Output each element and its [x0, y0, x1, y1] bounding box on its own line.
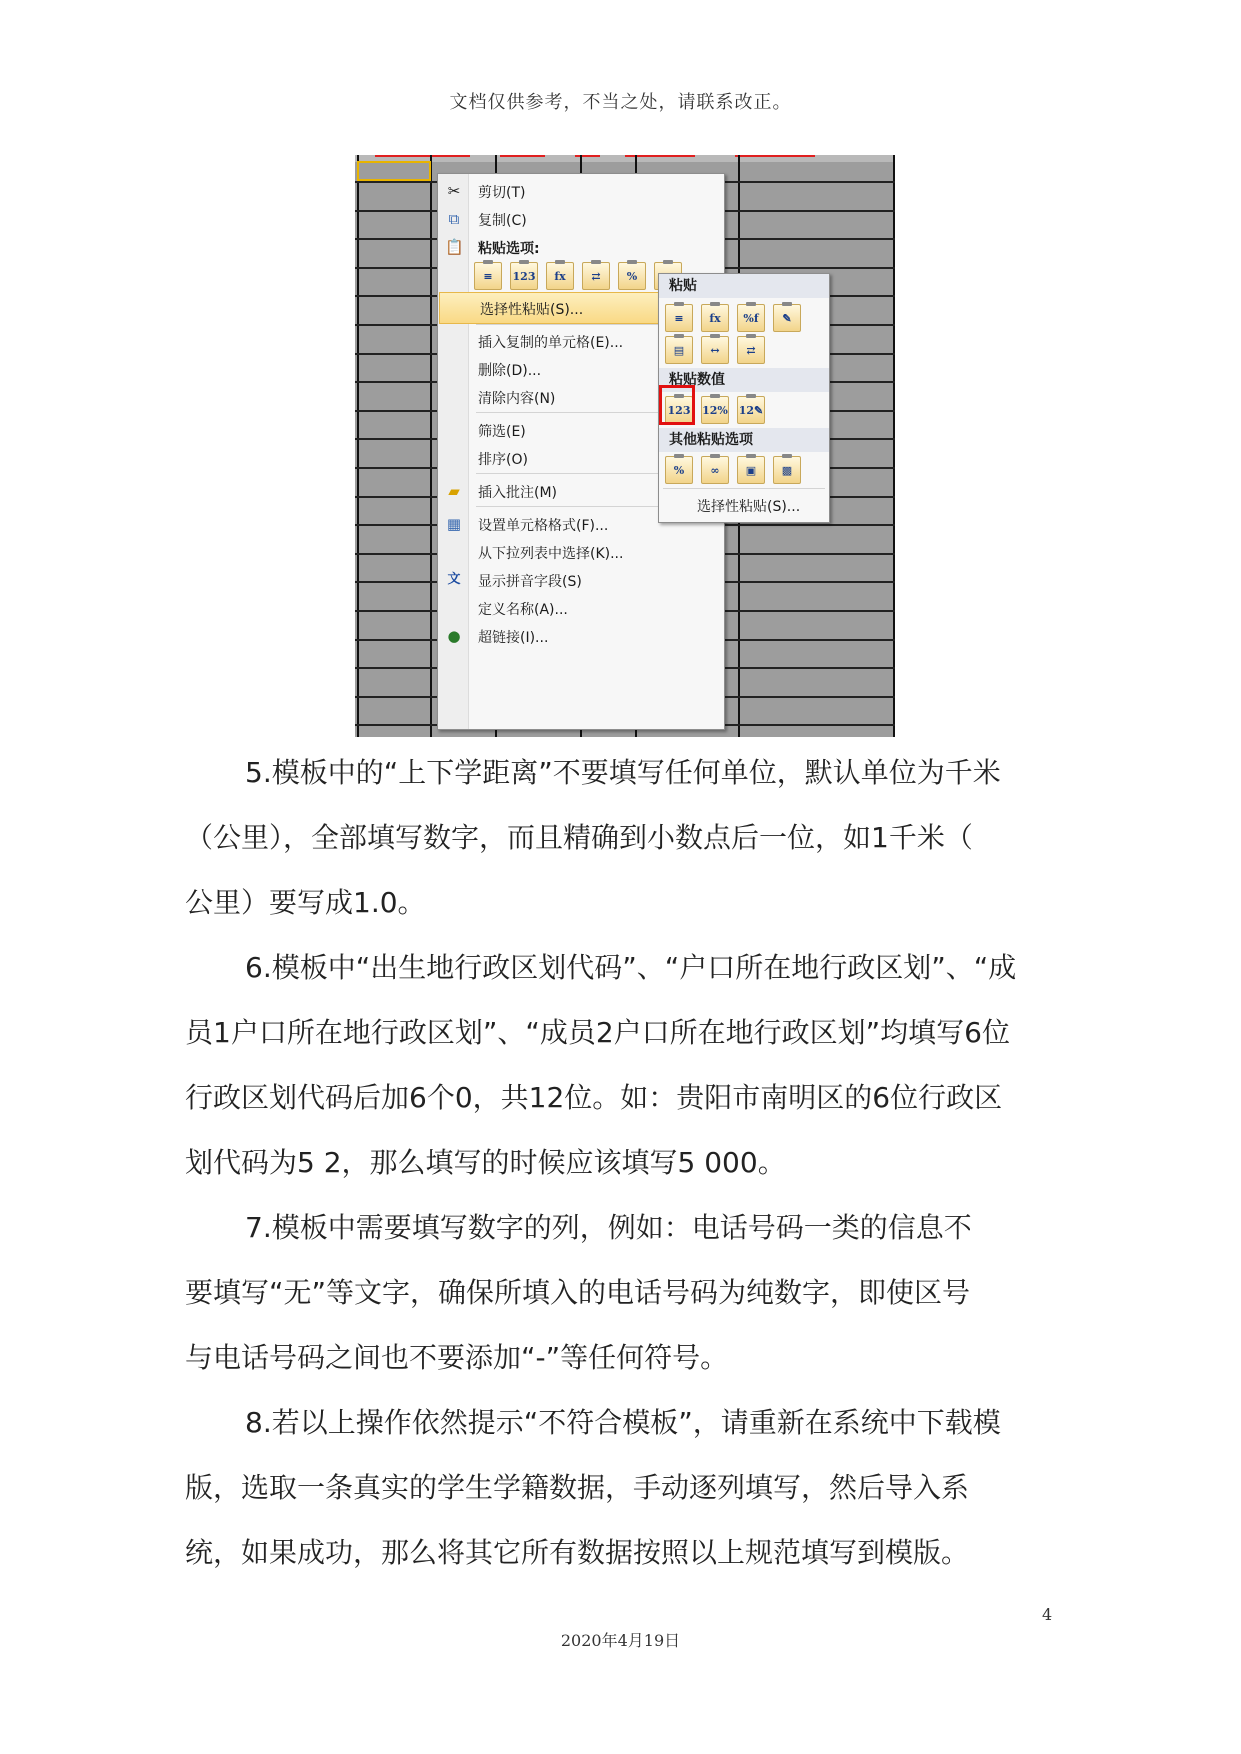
paste-formatting-icon[interactable]: %	[665, 456, 693, 484]
paragraph-8: 8.若以上操作依然提示“不符合模板”，请重新在系统中下载模 版，选取一条真实的学生学籍数据，手动逐列填写，然后导入系 统，如果成功，那么将其它所有数据按照以上规范填写到模版。	[185, 1406, 1001, 1569]
paste-values-icon[interactable]: 123	[665, 396, 693, 424]
clipboard-icon: 📋	[445, 238, 464, 256]
paste-keep-source-icon[interactable]: ✎	[773, 304, 801, 332]
paste-values-source-format-icon[interactable]: 12✎	[737, 396, 765, 424]
page-footer-date: 2020年4月19日	[560, 1631, 681, 1650]
paste-special-submenu	[658, 273, 830, 523]
menu-item-insert-comment[interactable]: ▰ 插入批注(M)	[438, 476, 724, 506]
paste-options-row	[474, 262, 682, 290]
paragraph-6: 6.模板中“出生地行政区划代码”、“户口所在地行政区划”、“成 员1户口所在地行政区划”、“成员2户口所在地行政区划”均填写6位 行政区划代码后加6个0，共12位。如：贵阳市南明区的6位行政区 划代码为5 2，那么填写的时候应该填写5 000。	[185, 951, 1017, 1179]
menu-paste-options-header: 📋 粘贴选项:	[445, 238, 540, 257]
globe-link-icon: ●	[447, 627, 461, 645]
menu-item-paste-special[interactable]: 选择性粘贴(S)...	[439, 292, 723, 324]
copy-icon: ⧉	[448, 210, 460, 228]
sheet-header-row	[355, 155, 895, 162]
paste-column-widths-icon[interactable]: ↔	[701, 336, 729, 364]
menu-item-cut[interactable]: ✂ 剪切(T)	[438, 176, 724, 206]
scissors-icon: ✂	[447, 182, 461, 200]
menu-item-copy[interactable]: ⧉ 复制(C)	[438, 204, 724, 234]
paragraph-7: 7.模板中需要填写数字的列，例如：电话号码一类的信息不 要填写“无”等文字，确保所填入的电话号码为纯数字，即使区号 与电话号码之间也不要添加“-”等任何符号。	[185, 1211, 972, 1374]
paste-formatting-icon[interactable]: %	[618, 262, 646, 290]
menu-item-phonetic[interactable]: 文 显示拼音字段(S)	[438, 565, 724, 595]
submenu-paste-header: 粘贴	[659, 274, 829, 298]
submenu-paste-row-1	[665, 304, 801, 332]
comment-icon: ▰	[448, 482, 460, 500]
phonetic-icon: 文	[447, 572, 461, 587]
paragraph-5: 5.模板中的“上下学距离”不要填写任何单位，默认单位为千米 （公里），全部填写数字，而且精确到小数点后一位，如1千米（ 公里）要写成1.0。	[185, 756, 1001, 919]
submenu-other-paste-header: 其他粘贴选项	[659, 428, 829, 452]
paste-transpose-icon[interactable]: ⇄	[737, 336, 765, 364]
paste-linked-picture-icon[interactable]: ▩	[773, 456, 801, 484]
menu-item-delete[interactable]: 删除(D)...	[478, 363, 542, 379]
paste-icon[interactable]: ≡	[474, 262, 502, 290]
page-number: 4	[1042, 1605, 1053, 1624]
submenu-paste-values-header: 粘贴数值	[659, 368, 829, 392]
paste-values-number-format-icon[interactable]: 12%	[701, 396, 729, 424]
highlight-box	[659, 385, 695, 425]
menu-item-clear[interactable]: 清除内容(N)	[478, 391, 556, 407]
paste-picture-icon[interactable]: ▣	[737, 456, 765, 484]
paste-formulas-icon[interactable]: fx	[701, 304, 729, 332]
menu-item-sort[interactable]: 排序(O)	[438, 443, 724, 473]
submenu-paste-row-2	[665, 336, 765, 364]
selected-cell[interactable]	[357, 161, 431, 181]
submenu-paste-special[interactable]: 选择性粘贴(S)...	[697, 499, 801, 515]
format-cells-icon: ▦	[446, 515, 462, 533]
paste-values-icon[interactable]: 123	[510, 262, 538, 290]
submenu-other-row	[665, 456, 801, 484]
paste-formulas-format-icon[interactable]: %f	[737, 304, 765, 332]
paste-formulas-icon[interactable]: fx	[546, 262, 574, 290]
menu-item-format-cells[interactable]: ▦ 设置单元格格式(F)...	[446, 515, 609, 534]
menu-item-insert-copied[interactable]: 插入复制的单元格(E)...	[478, 335, 624, 351]
menu-item-define-name[interactable]: 定义名称(A)...	[478, 602, 568, 618]
paste-icon[interactable]: ≡	[665, 304, 693, 332]
menu-item-filter[interactable]: 筛选(E)	[438, 415, 724, 445]
menu-item-pick-list[interactable]: 从下拉列表中选择(K)...	[478, 546, 624, 562]
excel-screenshot	[355, 155, 895, 737]
menu-item-hyperlink[interactable]: ● 超链接(I)...	[438, 621, 724, 651]
page-header: 文档仅供参考，不当之处，请联系改正。	[449, 92, 792, 113]
paste-link-icon[interactable]: ∞	[701, 456, 729, 484]
paste-no-borders-icon[interactable]: ▤	[665, 336, 693, 364]
paste-transpose-icon[interactable]: ⇄	[582, 262, 610, 290]
